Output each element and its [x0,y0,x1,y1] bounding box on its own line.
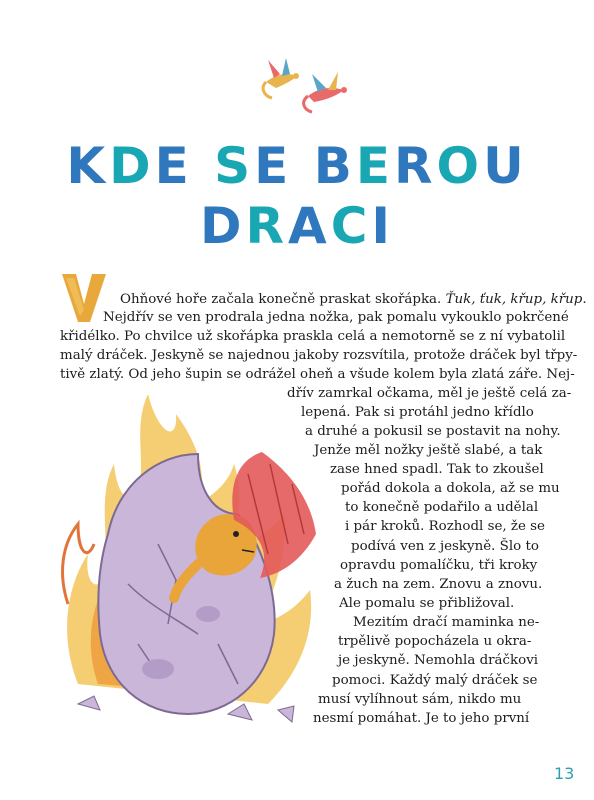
body-line: Nejdřív se ven prodrala jedna nožka, pak pomalu vykouklo pokrčené [103,310,569,325]
flying-dragons-icon [246,52,356,116]
body-line: a druhé a pokusil se postavit na nohy. [305,424,561,439]
body-line: malý dráček. Jeskyně se najednou jakoby rozsvítila, protože dráček byl třpy- [60,348,578,363]
body-line: opravdu pomalíčku, tři kroky [340,558,538,573]
drop-cap-letter: V [60,272,61,273]
body-line: to konečně podařilo a udělal [345,500,539,515]
drop-cap [60,272,108,324]
body-line: zase hned spadl. Tak to zkoušel [330,462,544,477]
body-line: Ohňové hoře začala konečně praskat skořápka. Ťuk, ťuk, křup, křup. [120,292,587,307]
body-line: lepená. Pak si protáhl jedno křídlo [301,405,534,420]
body-line: křidélko. Po chvilce už skořápka praskla celá a nemotorně se z ní vybatolil [60,329,566,344]
body-line: a žuch na zem. Znovu a znovu. [334,577,543,592]
body-line: podívá ven z jeskyně. Šlo to [351,539,539,554]
page-title-line-1: KDE SE BEROU [66,137,528,195]
body-line: Jenže měl nožky ještě slabé, a tak [314,443,543,458]
body-line: i pár kroků. Rozhodl se, že se [345,519,545,534]
body-line: je jeskyně. Nemohla dráčkovi [338,653,539,668]
page-title-line-2: DRACI [199,197,395,255]
small-dragon-left [263,58,299,98]
body-line: nesmí pomáhat. Je to jeho první [313,711,530,726]
body-line: trpělivě popocházela u okra- [338,634,532,649]
body-line: pořád dokola a dokola, až se mu [341,481,560,496]
body-line: tivě zlatý. Od jeho šupin se odrážel oheň a všude kolem byla zlatá záře. Nej- [60,367,575,382]
body-line: Ale pomalu se přibližoval. [339,596,515,611]
dragon-hatching-egg-illustration [48,384,324,730]
page-number: 13 [554,764,575,783]
body-line: Mezitím dračí maminka ne- [353,615,540,630]
body-line: dřív zamrkal očkama, měl je ještě celá za- [287,386,572,401]
small-dragon-right [304,72,347,112]
body-line: pomoci. Každý malý dráček se [332,673,538,688]
body-line: musí vylíhnout sám, nikdo mu [318,692,522,707]
